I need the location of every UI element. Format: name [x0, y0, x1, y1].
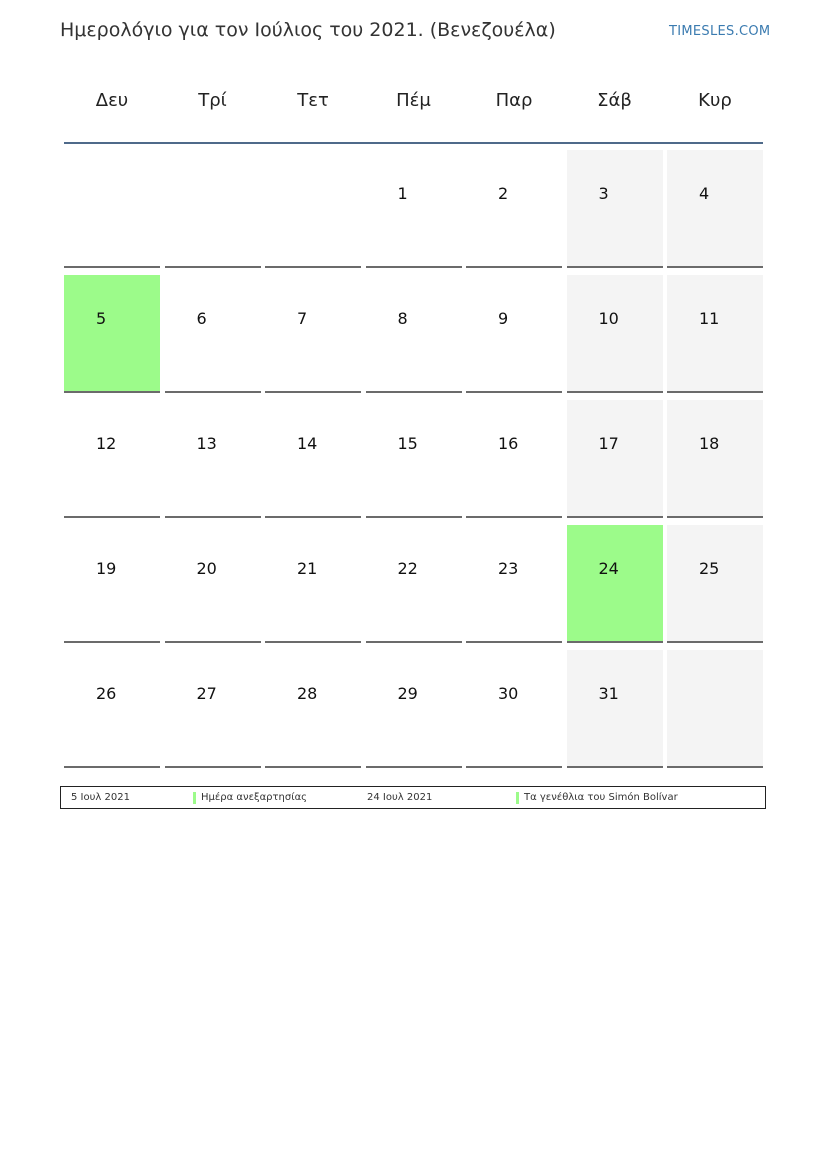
day-cell[interactable] — [265, 400, 361, 518]
weekday-wed: Τετ — [297, 90, 329, 111]
day-number: 14 — [297, 434, 318, 453]
day-number: 25 — [699, 559, 720, 578]
day-number: 19 — [96, 559, 117, 578]
day-cell[interactable] — [64, 400, 160, 518]
day-number: 16 — [498, 434, 519, 453]
day-cell[interactable] — [64, 275, 160, 393]
day-number: 30 — [498, 684, 519, 703]
day-number: 22 — [397, 559, 418, 578]
page-title: Ημερολόγιο για τον Ιούλιος του 2021. (Βενεζουέλα) — [60, 19, 556, 41]
weekday-mon: Δευ — [95, 90, 129, 111]
weekday-sat: Σάβ — [597, 90, 632, 111]
weekday-fri: Παρ — [495, 90, 533, 111]
day-cell[interactable] — [667, 400, 763, 518]
day-number: 21 — [297, 559, 318, 578]
day-cell[interactable] — [64, 650, 160, 768]
legend-date-2: 24 Ιουλ 2021 — [367, 792, 433, 803]
weekday-sun: Κυρ — [698, 90, 732, 111]
day-cell[interactable] — [567, 525, 663, 643]
day-number: 13 — [196, 434, 217, 453]
day-cell[interactable] — [466, 150, 562, 268]
legend-date-1: 5 Ιουλ 2021 — [71, 792, 130, 803]
holiday-legend — [60, 786, 766, 809]
day-number: 24 — [598, 559, 619, 578]
day-cell[interactable] — [366, 150, 462, 268]
day-cell[interactable] — [265, 275, 361, 393]
day-cell[interactable] — [366, 400, 462, 518]
day-cell[interactable] — [567, 150, 663, 268]
day-number: 28 — [297, 684, 318, 703]
day-cell[interactable] — [366, 650, 462, 768]
day-number: 15 — [397, 434, 418, 453]
day-cell[interactable] — [567, 275, 663, 393]
day-number: 7 — [297, 309, 308, 328]
day-number: 10 — [598, 309, 619, 328]
day-cell[interactable] — [466, 650, 562, 768]
day-number: 2 — [498, 184, 509, 203]
day-number: 8 — [397, 309, 408, 328]
day-cell[interactable] — [165, 275, 261, 393]
legend-color-marker-1 — [193, 792, 196, 804]
day-number: 20 — [196, 559, 217, 578]
header-divider — [64, 142, 763, 144]
empty-day-cell — [165, 150, 261, 268]
weekday-tue: Τρί — [198, 90, 227, 111]
day-number: 31 — [598, 684, 619, 703]
empty-day-cell — [64, 150, 160, 268]
day-cell[interactable] — [466, 400, 562, 518]
day-cell[interactable] — [165, 525, 261, 643]
empty-day-cell — [265, 150, 361, 268]
day-number: 27 — [196, 684, 217, 703]
day-number: 9 — [498, 309, 509, 328]
empty-day-cell — [667, 650, 763, 768]
day-number: 6 — [196, 309, 207, 328]
brand-link[interactable]: TIMESLES.COM — [669, 24, 771, 39]
day-number: 29 — [397, 684, 418, 703]
day-number: 1 — [397, 184, 408, 203]
day-number: 4 — [699, 184, 710, 203]
day-number: 5 — [96, 309, 107, 328]
day-number: 18 — [699, 434, 720, 453]
day-number: 17 — [598, 434, 619, 453]
day-cell[interactable] — [265, 650, 361, 768]
weekday-header-row — [64, 90, 763, 120]
legend-name-2: Τα γενέθλια του Simón Bolívar — [524, 792, 678, 803]
day-number: 3 — [598, 184, 609, 203]
day-number: 26 — [96, 684, 117, 703]
day-number: 23 — [498, 559, 519, 578]
day-cell[interactable] — [165, 400, 261, 518]
day-cell[interactable] — [567, 650, 663, 768]
day-cell[interactable] — [366, 275, 462, 393]
day-cell[interactable] — [64, 525, 160, 643]
day-number: 12 — [96, 434, 117, 453]
day-cell[interactable] — [667, 275, 763, 393]
day-cell[interactable] — [466, 275, 562, 393]
legend-color-marker-2 — [516, 792, 519, 804]
legend-name-1: Ημέρα ανεξαρτησίας — [201, 792, 308, 803]
day-cell[interactable] — [667, 525, 763, 643]
day-cell[interactable] — [366, 525, 462, 643]
weekday-thu: Πέμ — [396, 90, 431, 111]
day-cell[interactable] — [567, 400, 663, 518]
day-cell[interactable] — [667, 150, 763, 268]
day-number: 11 — [699, 309, 720, 328]
day-cell[interactable] — [466, 525, 562, 643]
day-cell[interactable] — [265, 525, 361, 643]
day-cell[interactable] — [165, 650, 261, 768]
